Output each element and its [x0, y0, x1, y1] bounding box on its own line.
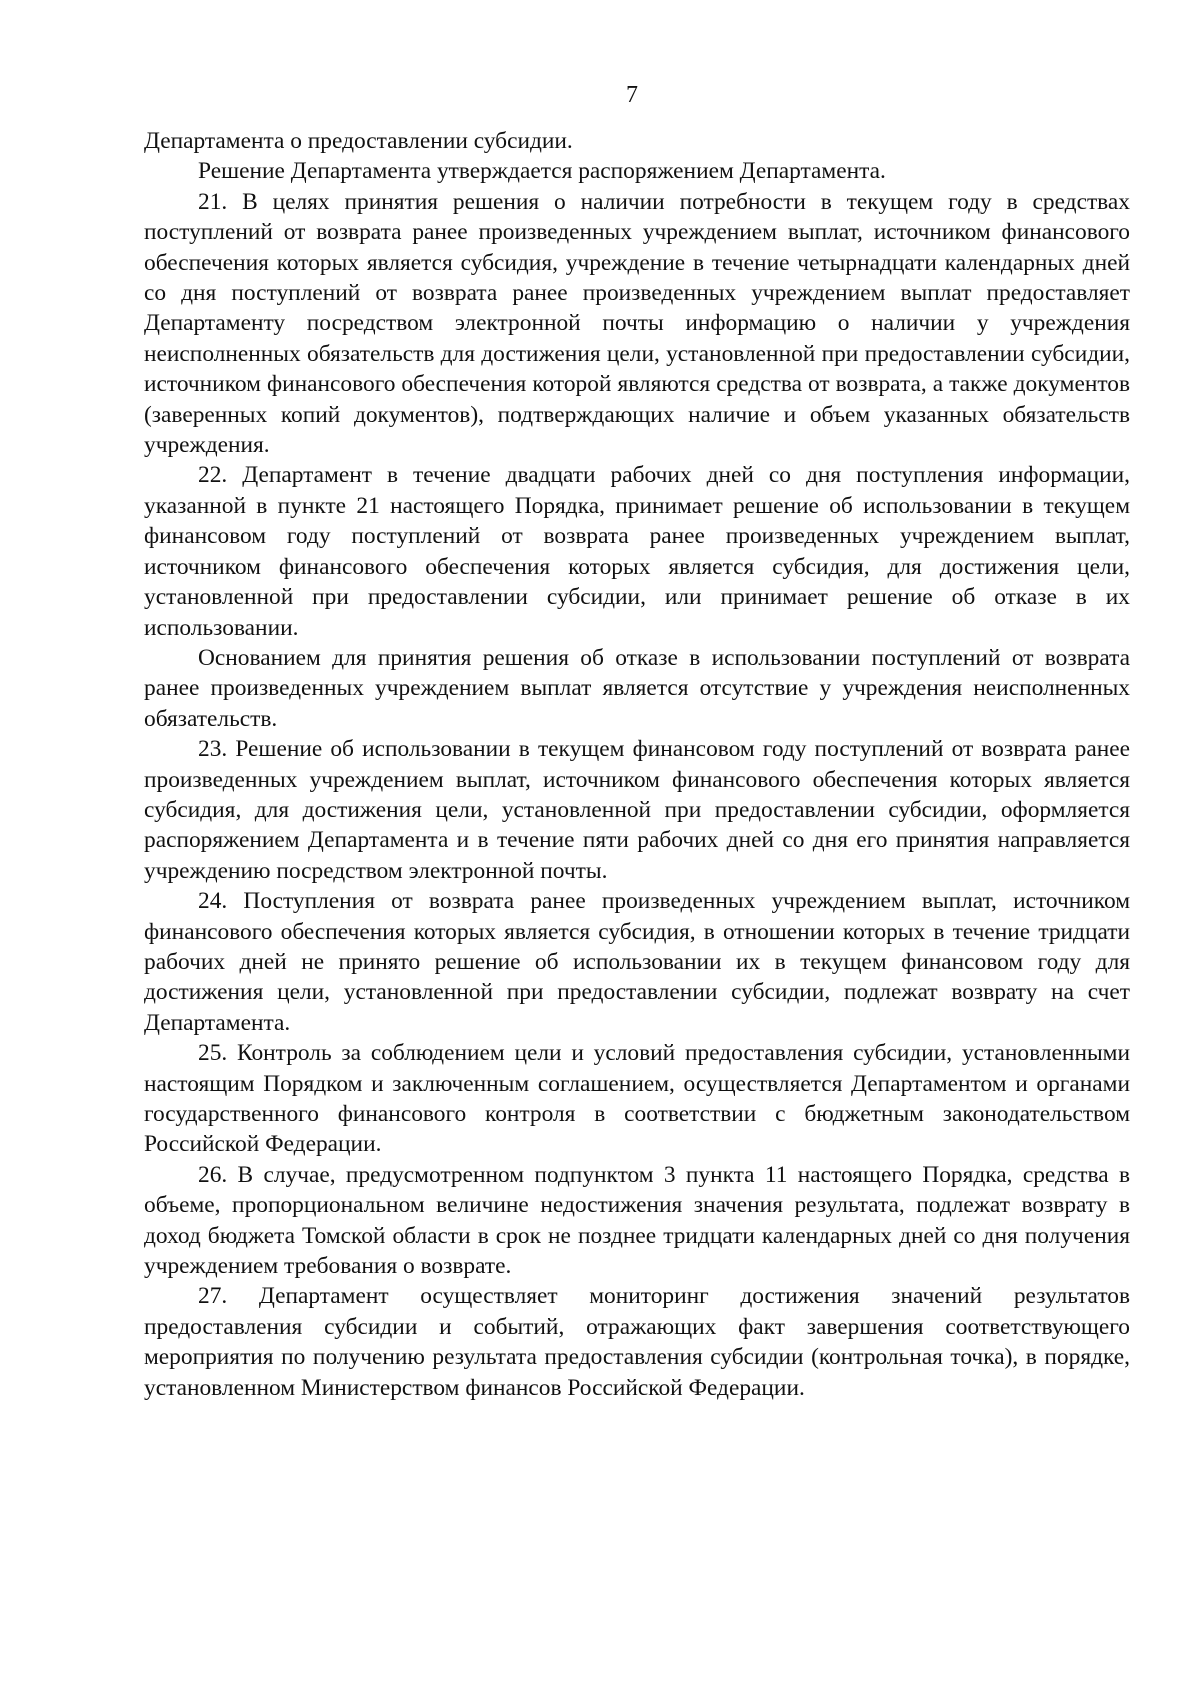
page-number: 7 — [626, 82, 638, 108]
paragraph-continuation: Департамента о предоставлении субсидии. — [144, 128, 573, 154]
paragraph-clause-26: 26. В случае, предусмотренном подпунктом 3 пункта 11 настоящего Порядка, средства в объеме, пропорциональном величине недостижения значения результата, подлежат возврату в доход бюджета Томской области в срок не позднее тридцати календарных дней со дня получения учреждением требования о возврате. — [144, 1161, 1130, 1280]
paragraph-clause-25: 25. Контроль за соблюдением цели и условий предоставления субсидии, установленными настоящим Порядком и заключенным соглашением, осуществляется Департаментом и органами государственного финансового контроля в соответствии с бюджетным законодательством Российской Федерации. — [144, 1040, 1130, 1158]
paragraph-clause-22: 22. Департамент в течение двадцати рабочих дней со дня поступления информации, указанной в пункте 21 настоящего Порядка, принимает решение об использовании в текущем финансовом году поступлений от возврата ранее произведенных учреждением выплат, источником финансового обеспечения которых является субсидия, для достижения цели, установленной при предоставлении субсидии, или принимает решение об отказе в их использовании. — [144, 462, 1130, 641]
paragraph-clause-21: 21. В целях принятия решения о наличии потребности в текущем году в средствах поступлений от возврата ранее произведенных учреждением выплат, источником финансового обеспечения которых является субсидия, учреждение в течение четырнадцати календарных дней со дня поступлений от возврата ранее произведенных учреждением выплат предоставляет Департаменту посредством электронной почты информацию о наличии у учреждения неисполненных обязательств для достижения цели, установленной при предоставлении субсидии, источником финансового обеспечения которой являются средства от возврата, а также документов (заверенных копий документов), подтверждающих наличие и объем указанных обязательств учреждения. — [144, 188, 1130, 459]
paragraph-clause-27: 27. Департамент осуществляет мониторинг достижения значений результатов предоставления субсидии и событий, отражающих факт завершения соответствующего мероприятия по получению результата предоставления субсидии (контрольная точка), в порядке, установленном Министерством финансов Российской Федерации. — [144, 1283, 1130, 1401]
document-body — [144, 126, 1130, 1403]
paragraph-clause-24: 24. Поступления от возврата ранее произведенных учреждением выплат, источником финансового обеспечения которых является субсидия, в отношении которых в течение тридцати рабочих дней не принято решение об использовании их в текущем финансовом году для достижения цели, установленной при предоставлении субсидии, подлежат возврату на счет Департамента. — [144, 888, 1130, 1036]
paragraph-refusal-grounds: Основанием для принятия решения об отказе в использовании поступлений от возврата ранее произведенных учреждением выплат является отсутствие у учреждения неисполненных обязательств. — [144, 644, 1130, 732]
paragraph-decision-approval: Решение Департамента утверждается распоряжением Департамента. — [198, 158, 886, 185]
paragraph-clause-23: 23. Решение об использовании в текущем финансовом году поступлений от возврата ранее произведенных учреждением выплат, источником финансового обеспечения которых является субсидия, для достижения цели, установленной при предоставлении субсидии, оформляется распоряжением Департамента и в течение пяти рабочих дней со дня его принятия направляется учреждению посредством электронной почты. — [144, 736, 1130, 884]
